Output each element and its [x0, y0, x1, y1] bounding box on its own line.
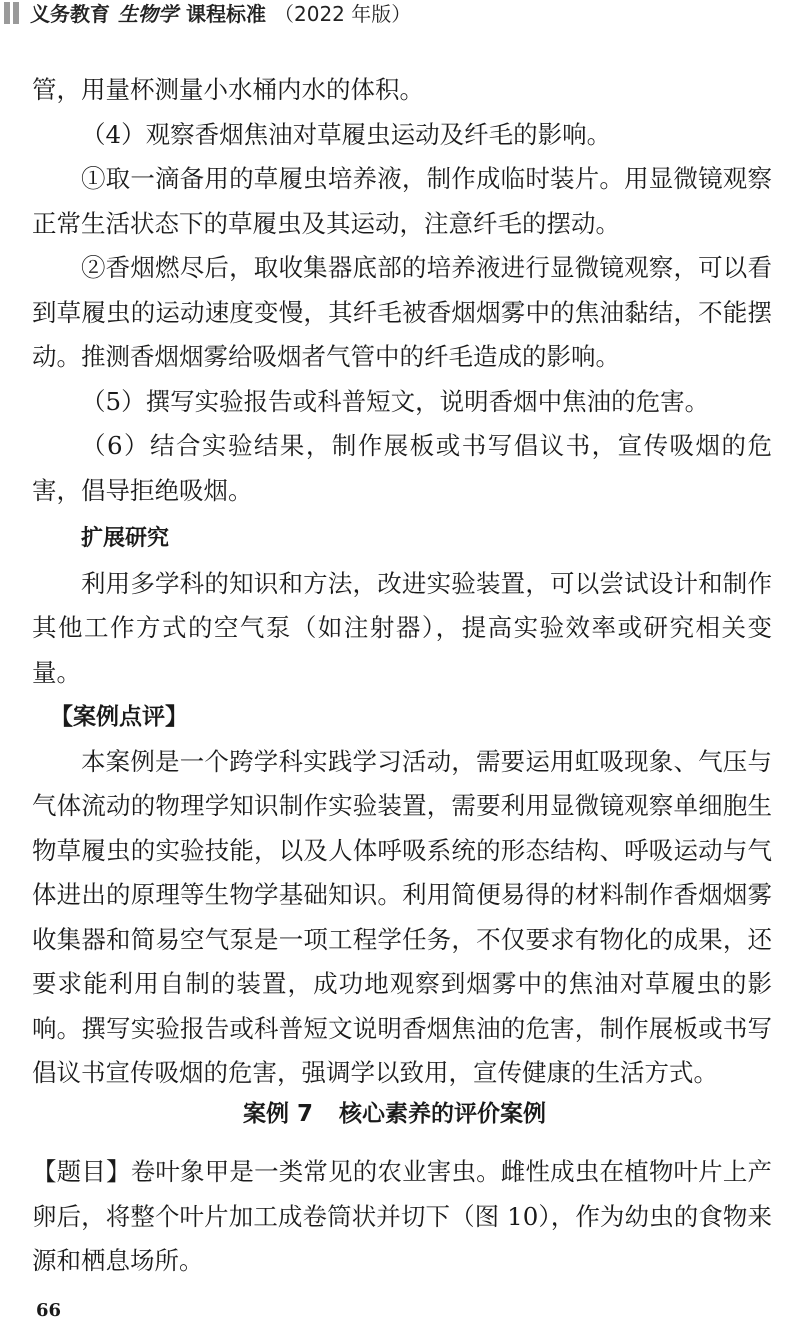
case-title-text: 核心素养的评价案例 [339, 1101, 546, 1127]
paragraph: 利用多学科的知识和方法，改进实验装置，可以尝试设计和制作其他工作方式的空气泵（如注射器），提高实验效率或研究相关变量。 [32, 568, 772, 687]
sub-heading: 扩展研究 [81, 526, 170, 551]
header-subject: 生物学 [118, 2, 178, 26]
header-edition: （2022 年版） [274, 2, 412, 26]
page-number: 66 [36, 1300, 62, 1321]
paragraph: （6）结合实验结果，制作展板或书写倡议书，宣传吸烟的危害，倡导拒绝吸烟。 [32, 431, 772, 505]
paragraph: （5）撰写实验报告或科普短文，说明香烟中焦油的危害。 [81, 386, 710, 416]
header-doc-title: 课程标准 [186, 2, 266, 26]
question-label: 【题目】 [32, 1157, 131, 1186]
paragraph: （4）观察香烟焦油对草履虫运动及纤毛的影响。 [81, 119, 612, 149]
bracket-heading: 【案例点评】 [50, 704, 188, 730]
case-number: 案例 7 [242, 1101, 313, 1127]
header-decoration [4, 2, 19, 24]
body-text [32, 68, 772, 1096]
paragraph: ②香烟燃尽后，取收集器底部的培养液进行显微镜观察，可以看到草履虫的运动速度变慢，其纤毛被香烟烟雾中的焦油黏结，不能摆动。推测香烟烟雾给吸烟者气管中的纤毛造成的影响。 [32, 253, 772, 371]
question-text: 卷叶象甲是一类常见的农业害虫。雌性成虫在植物叶片上产卵后，将整个叶片加工成卷筒状并切下（图 10），作为幼虫的食物来源和栖息场所。 [32, 1157, 773, 1275]
case-title [0, 1095, 789, 1128]
header-title [30, 2, 411, 26]
running-header [0, 0, 789, 44]
paragraph: 本案例是一个跨学科实践学习活动，需要运用虹吸现象、气压与气体流动的物理学知识制作实验装置，需要利用显微镜观察单细胞生物草履虫的实验技能，以及人体呼吸系统的形态结构、呼吸运动与气体进出的原理等生物学基础知识。利用简便易得的材料制作香烟烟雾收集器和简易空气泵是一项工程学任务，不仅要求有物化的成果，还要求能利用自制的装置，成功地观察到烟雾中的焦油对草履虫的影响。撰写实验报告或科普短文说明香烟焦油的危害，制作展板或书写倡议书宣传吸烟的危害，强调学以致用，宣传健康的生活方式。 [32, 746, 772, 1087]
paragraph: ①取一滴备用的草履虫培养液，制作成临时装片。用显微镜观察正常生活状态下的草履虫及其运动，注意纤毛的摆动。 [32, 164, 772, 238]
header-series: 义务教育 [30, 2, 110, 26]
question-paragraph [32, 1150, 772, 1284]
paragraph: 管，用量杯测量小水桶内水的体积。 [32, 75, 424, 104]
